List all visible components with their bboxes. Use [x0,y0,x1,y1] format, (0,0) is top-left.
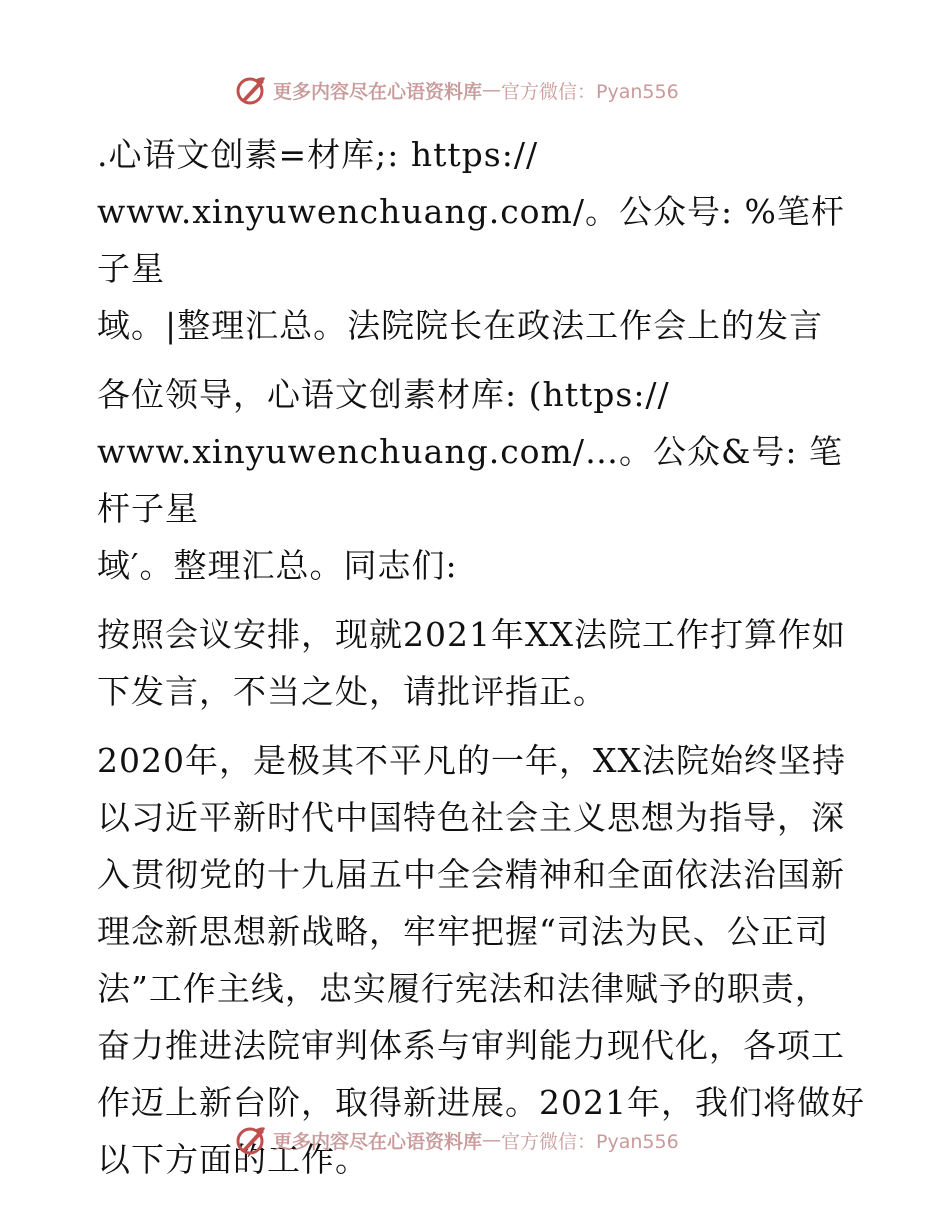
paragraph-greeting: 各位领导，心语文创素材库: (https:// www.xinyuwenchuang.com/…。公众&号: 笔杆子星 域′。整理汇总。同志们: [97,375,843,585]
paragraph-source-note: .心语文创素=材库;: https:// www.xinyuwenchuang.com/。公众号: %笔杆子星 域。|整理汇总。法院院长在政法工作会上的发言 [97,135,845,345]
quill-pen-logo-icon [235,74,267,106]
banner-dash: — [482,79,502,101]
paragraph-intro: 按照会议安排，现就2021年XX法院工作打算作如 下发言，不当之处，请批评指正。 [97,615,846,711]
footer-watermark-banner [235,1122,679,1158]
document-body [97,126,867,1200]
header-watermark-banner [235,72,679,108]
banner-text: 更多内容尽在心语资料库 [273,80,483,103]
banner-dash: — [482,1129,502,1151]
paragraph-2020-review: 2020年，是极其不平凡的一年，XX法院始终坚持 以习近平新时代中国特色社会主义思想为指导，深 入贯彻党的十九届五中全会精神和全面依法治国新 理念新思想新战略，牢牢把握“司法为民、公正司 法”工作主线，忠实履行宪法和法律赋予的职责， 奋力推进法院审判体系与审判能力现代化，各项工 作迈上新台阶，取得新进展。2021年，我们将做好 以下方面的工作。 [97,741,865,1179]
banner-contact: 官方微信：Pyan556 [501,80,679,103]
quill-pen-logo-icon [235,1124,267,1156]
banner-text: 更多内容尽在心语资料库 [273,1130,483,1153]
banner-contact: 官方微信：Pyan556 [501,1130,679,1153]
